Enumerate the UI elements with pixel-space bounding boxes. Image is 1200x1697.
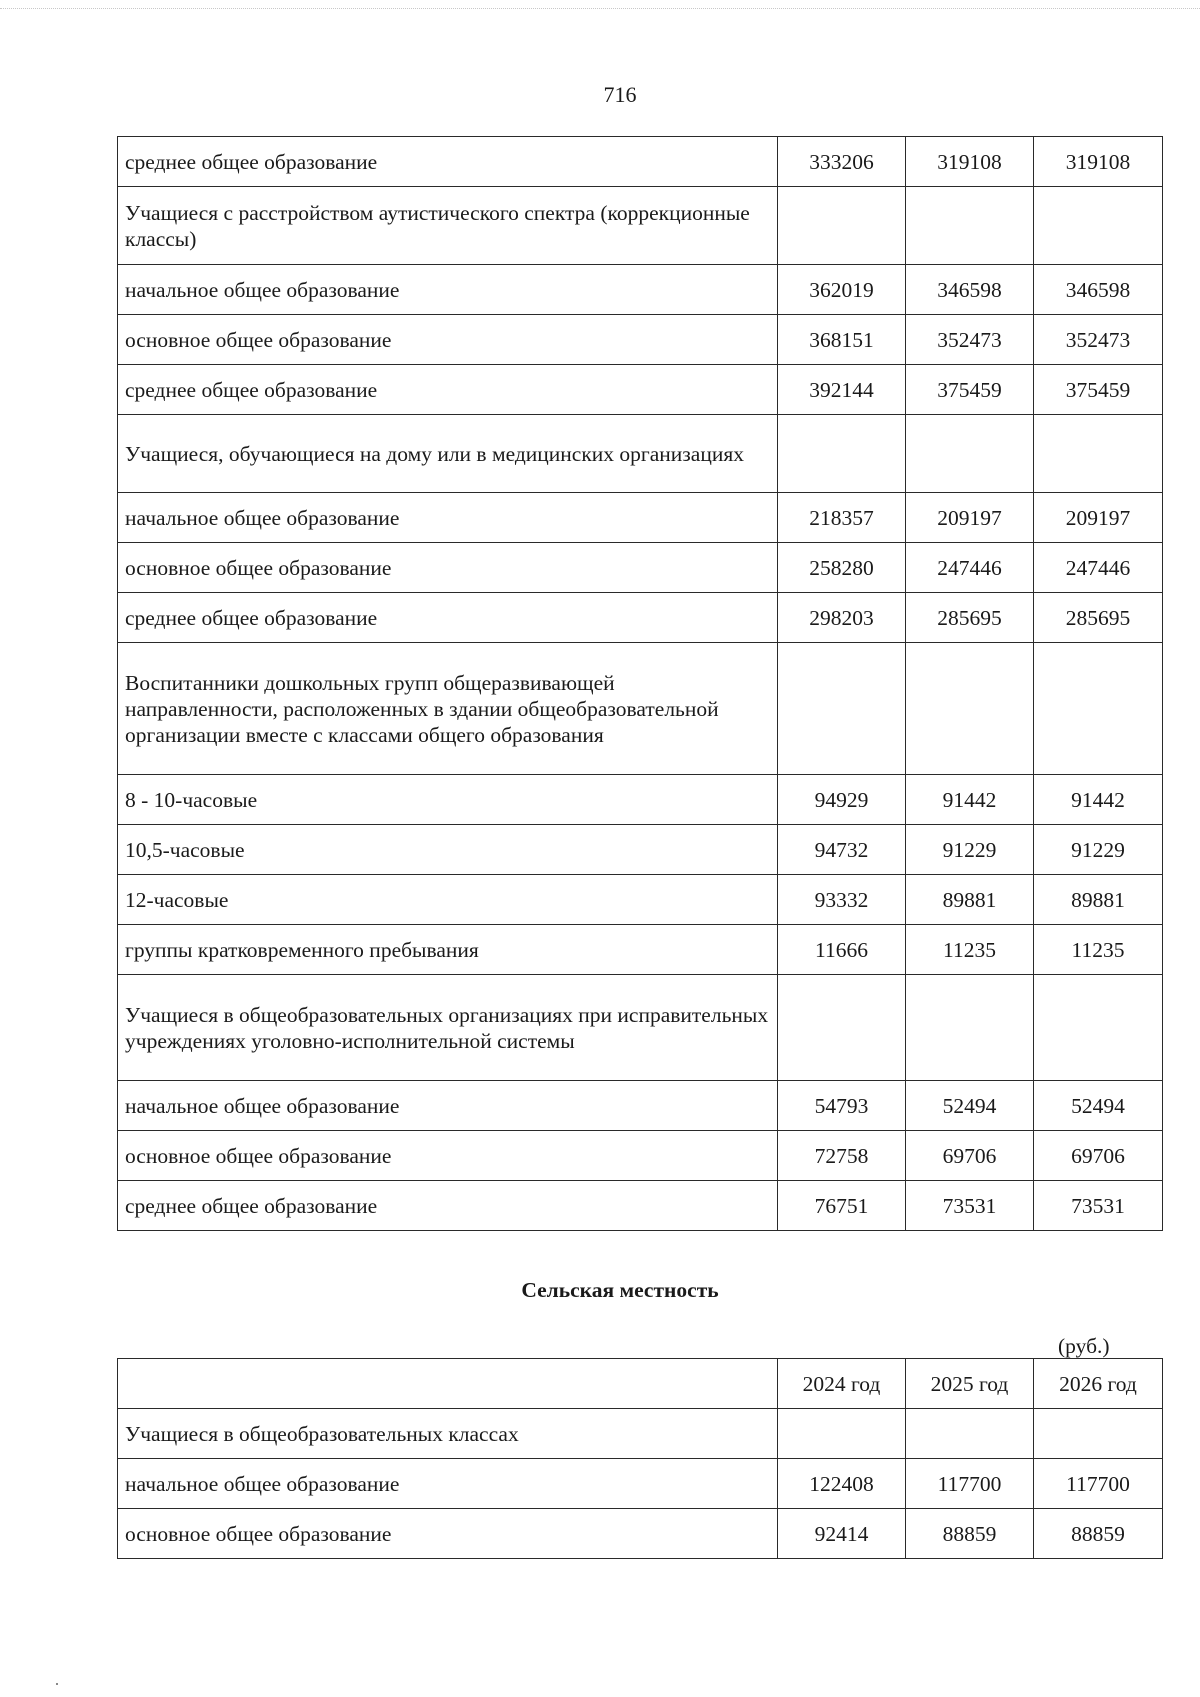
row-label: группы кратковременного пребывания	[118, 925, 778, 975]
row-label: начальное общее образование	[118, 1081, 778, 1131]
value-cell: 89881	[1034, 875, 1163, 925]
value-cell: 362019	[778, 265, 906, 315]
value-cell: 72758	[778, 1131, 906, 1181]
row-label: среднее общее образование	[118, 1181, 778, 1231]
value-cell	[906, 1409, 1034, 1459]
value-cell: 346598	[906, 265, 1034, 315]
table-row	[118, 1409, 1163, 1459]
value-cell: 11235	[906, 925, 1034, 975]
row-label: Учащиеся с расстройством аутистического спектра (коррекционные классы)	[118, 187, 778, 265]
value-cell	[778, 187, 906, 265]
value-cell	[906, 187, 1034, 265]
table-header-row	[118, 1359, 1163, 1409]
value-cell: 88859	[1034, 1509, 1163, 1559]
value-cell: 94929	[778, 775, 906, 825]
row-label: 12-часовые	[118, 875, 778, 925]
value-cell: 91229	[906, 825, 1034, 875]
value-cell: 392144	[778, 365, 906, 415]
value-cell: 375459	[906, 365, 1034, 415]
row-label: Учащиеся, обучающиеся на дому или в медицинских организациях	[118, 415, 778, 493]
table-row	[118, 1509, 1163, 1559]
year-header-cell: 2025 год	[906, 1359, 1034, 1409]
value-cell	[778, 643, 906, 775]
funding-table-rural	[117, 1358, 1163, 1559]
value-cell: 209197	[1034, 493, 1163, 543]
row-label: начальное общее образование	[118, 265, 778, 315]
value-cell: 285695	[1034, 593, 1163, 643]
value-cell: 333206	[778, 137, 906, 187]
value-cell: 117700	[1034, 1459, 1163, 1509]
year-header-cell: 2026 год	[1034, 1359, 1163, 1409]
value-cell	[1034, 187, 1163, 265]
value-cell: 94732	[778, 825, 906, 875]
table-row	[118, 415, 1163, 493]
value-cell: 52494	[1034, 1081, 1163, 1131]
funding-table-urban	[117, 136, 1163, 1231]
value-cell: 352473	[1034, 315, 1163, 365]
value-cell	[1034, 1409, 1163, 1459]
table-row	[118, 493, 1163, 543]
value-cell: 69706	[1034, 1131, 1163, 1181]
value-cell	[778, 1409, 906, 1459]
value-cell: 11666	[778, 925, 906, 975]
row-label: начальное общее образование	[118, 493, 778, 543]
value-cell: 93332	[778, 875, 906, 925]
table-row	[118, 643, 1163, 775]
table-row	[118, 975, 1163, 1081]
row-label: начальное общее образование	[118, 1459, 778, 1509]
value-cell: 209197	[906, 493, 1034, 543]
value-cell	[906, 643, 1034, 775]
table-row	[118, 187, 1163, 265]
value-cell: 346598	[1034, 265, 1163, 315]
table-row	[118, 875, 1163, 925]
value-cell: 91442	[1034, 775, 1163, 825]
value-cell: 319108	[1034, 137, 1163, 187]
value-cell	[1034, 975, 1163, 1081]
value-cell: 247446	[906, 543, 1034, 593]
value-cell: 298203	[778, 593, 906, 643]
value-cell	[906, 975, 1034, 1081]
value-cell: 89881	[906, 875, 1034, 925]
value-cell	[1034, 643, 1163, 775]
row-label: среднее общее образование	[118, 365, 778, 415]
row-label: среднее общее образование	[118, 137, 778, 187]
row-label: основное общее образование	[118, 543, 778, 593]
section-title: Сельская местность	[521, 1278, 719, 1302]
row-label: Воспитанники дошкольных групп общеразвивающей направленности, расположенных в здании общеобразовательной организации вместе с классами общего образования	[118, 643, 778, 775]
row-label: среднее общее образование	[118, 593, 778, 643]
value-cell: 117700	[906, 1459, 1034, 1509]
value-cell: 92414	[778, 1509, 906, 1559]
value-cell: 88859	[906, 1509, 1034, 1559]
table-row	[118, 1081, 1163, 1131]
value-cell: 122408	[778, 1459, 906, 1509]
table-row	[118, 365, 1163, 415]
scan-edge-line	[0, 8, 1200, 9]
table-row	[118, 265, 1163, 315]
value-cell	[1034, 415, 1163, 493]
value-cell: 285695	[906, 593, 1034, 643]
value-cell: 247446	[1034, 543, 1163, 593]
value-cell: 319108	[906, 137, 1034, 187]
value-cell: 258280	[778, 543, 906, 593]
unit-label: (руб.)	[1058, 1334, 1110, 1358]
row-label: основное общее образование	[118, 315, 778, 365]
value-cell	[778, 415, 906, 493]
value-cell: 69706	[906, 1131, 1034, 1181]
table-row	[118, 1459, 1163, 1509]
year-header-cell: 2024 год	[778, 1359, 906, 1409]
value-cell: 91442	[906, 775, 1034, 825]
row-label: 10,5-часовые	[118, 825, 778, 875]
row-label: 8 - 10-часовые	[118, 775, 778, 825]
value-cell: 91229	[1034, 825, 1163, 875]
value-cell: 368151	[778, 315, 906, 365]
value-cell: 76751	[778, 1181, 906, 1231]
value-cell: 352473	[906, 315, 1034, 365]
table-row	[118, 1181, 1163, 1231]
value-cell	[778, 975, 906, 1081]
table-row	[118, 543, 1163, 593]
value-cell: 218357	[778, 493, 906, 543]
scan-speck	[56, 1683, 58, 1685]
value-cell	[906, 415, 1034, 493]
header-cell-blank	[118, 1359, 778, 1409]
value-cell: 52494	[906, 1081, 1034, 1131]
table-row	[118, 315, 1163, 365]
value-cell: 375459	[1034, 365, 1163, 415]
table-row	[118, 1131, 1163, 1181]
value-cell: 11235	[1034, 925, 1163, 975]
row-label: Учащиеся в общеобразовательных классах	[118, 1409, 778, 1459]
value-cell: 73531	[1034, 1181, 1163, 1231]
row-label: Учащиеся в общеобразовательных организациях при исправительных учреждениях уголовно-исполнительной системы	[118, 975, 778, 1081]
table-row	[118, 925, 1163, 975]
row-label: основное общее образование	[118, 1509, 778, 1559]
value-cell: 54793	[778, 1081, 906, 1131]
table-row	[118, 593, 1163, 643]
table-row	[118, 137, 1163, 187]
table-row	[118, 775, 1163, 825]
value-cell: 73531	[906, 1181, 1034, 1231]
table-row	[118, 825, 1163, 875]
row-label: основное общее образование	[118, 1131, 778, 1181]
page-number: 716	[603, 82, 637, 107]
